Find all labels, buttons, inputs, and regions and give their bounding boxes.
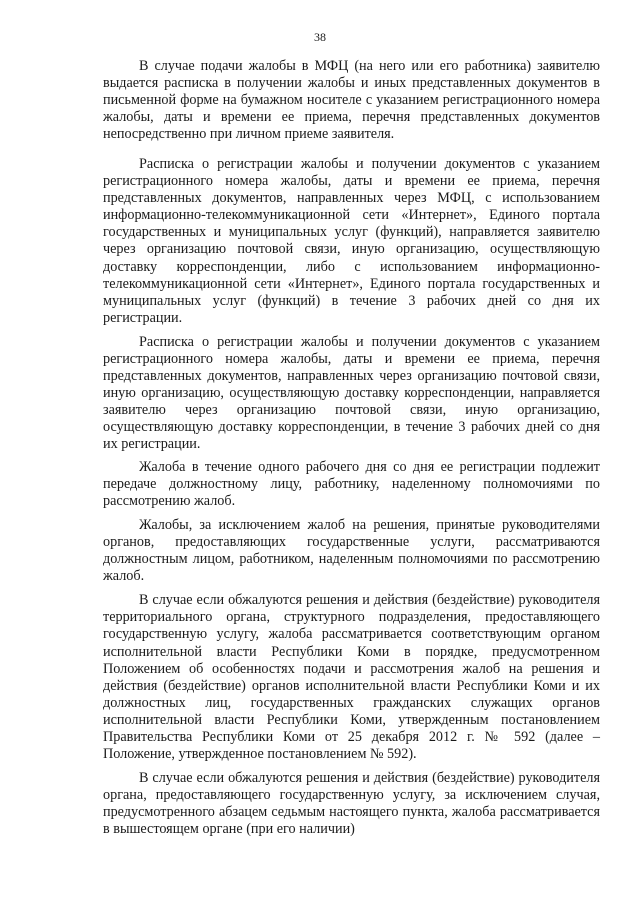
paragraph-territorial-body-complaint: В случае если обжалуются решения и действия (бездействие) руководителя территориального органа, структурного подразделения, предоставляющего государственную услугу, жалоба рассматривается соответствующим органом исполнительной власти Республики Коми в порядке, предусмотренном Положением об особенностях подачи и рассмотрения жалоб на решения и действия (бездействие) органов исполнительной власти Республики Коми и их должностных лиц, государственных гражданских служащих органов исполнительной власти Республики Коми, утвержденным постановлением Правительства Республики Коми от 25 декабря 2012 г. № 592 (далее – Положение, утвержденное постановлением № 592).: [103, 592, 600, 762]
paragraph-receipt-via-post: Расписка о регистрации жалобы и получении документов с указанием регистрационного номера жалобы, даты и времени ее приема, перечня представленных документов, направленных через организацию почтовой связи, иную организацию, осуществляющую доставку корреспонденции, направляется заявителю через организацию почтовой связи, иную организацию, осуществляющую доставку корреспонденции, в течение 3 рабочих дней со дня их регистрации.: [103, 333, 600, 452]
paragraph-head-of-body-complaint: В случае если обжалуются решения и действия (бездействие) руководителя органа, предоставляющего государственную услугу, за исключением случая, предусмотренного абзацем седьмым настоящего пункта, жалоба рассматривается в вышестоящем органе (при его наличии): [103, 769, 600, 837]
paragraph-receipt-via-internet: Расписка о регистрации жалобы и получении документов с указанием регистрационного номера жалобы, даты и времени ее приема, перечня представленных документов, направленных через МФЦ, с использованием информационно-телекоммуникационной сети «Интернет», Единого портала государственных и муниципальных услуг (функций), направляется заявителю через организацию почтовой связи, иную организацию, осуществляющую доставку корреспонденции, либо с использованием информационно-телекоммуникационной сети «Интернет», Единого портала государственных и муниципальных услуг (функций) в течение 3 рабочих дней со дня их регистрации.: [103, 156, 600, 326]
page-number: 38: [314, 30, 326, 44]
paragraph-mfc-receipt: В случае подачи жалобы в МФЦ (на него или его работника) заявителю выдается расписка в получении жалобы и иных представленных документов в письменной форме на бумажном носителе с указанием регистрационного номера жалобы, даты и времени ее приема, перечня представленных документов непосредственно при личном приеме заявителя.: [103, 58, 600, 143]
paragraph-complaint-transfer: Жалоба в течение одного рабочего дня со дня ее регистрации подлежит передаче должностному лицу, работнику, наделенному полномочиями по рассмотрению жалоб.: [103, 459, 600, 510]
document-body: [103, 58, 600, 838]
paragraph-complaint-review: Жалобы, за исключением жалоб на решения, принятые руководителями органов, предоставляющих государственные услуги, рассматриваются должностным лицом, работником, наделенным полномочиями по рассмотрению жалоб.: [103, 517, 600, 585]
